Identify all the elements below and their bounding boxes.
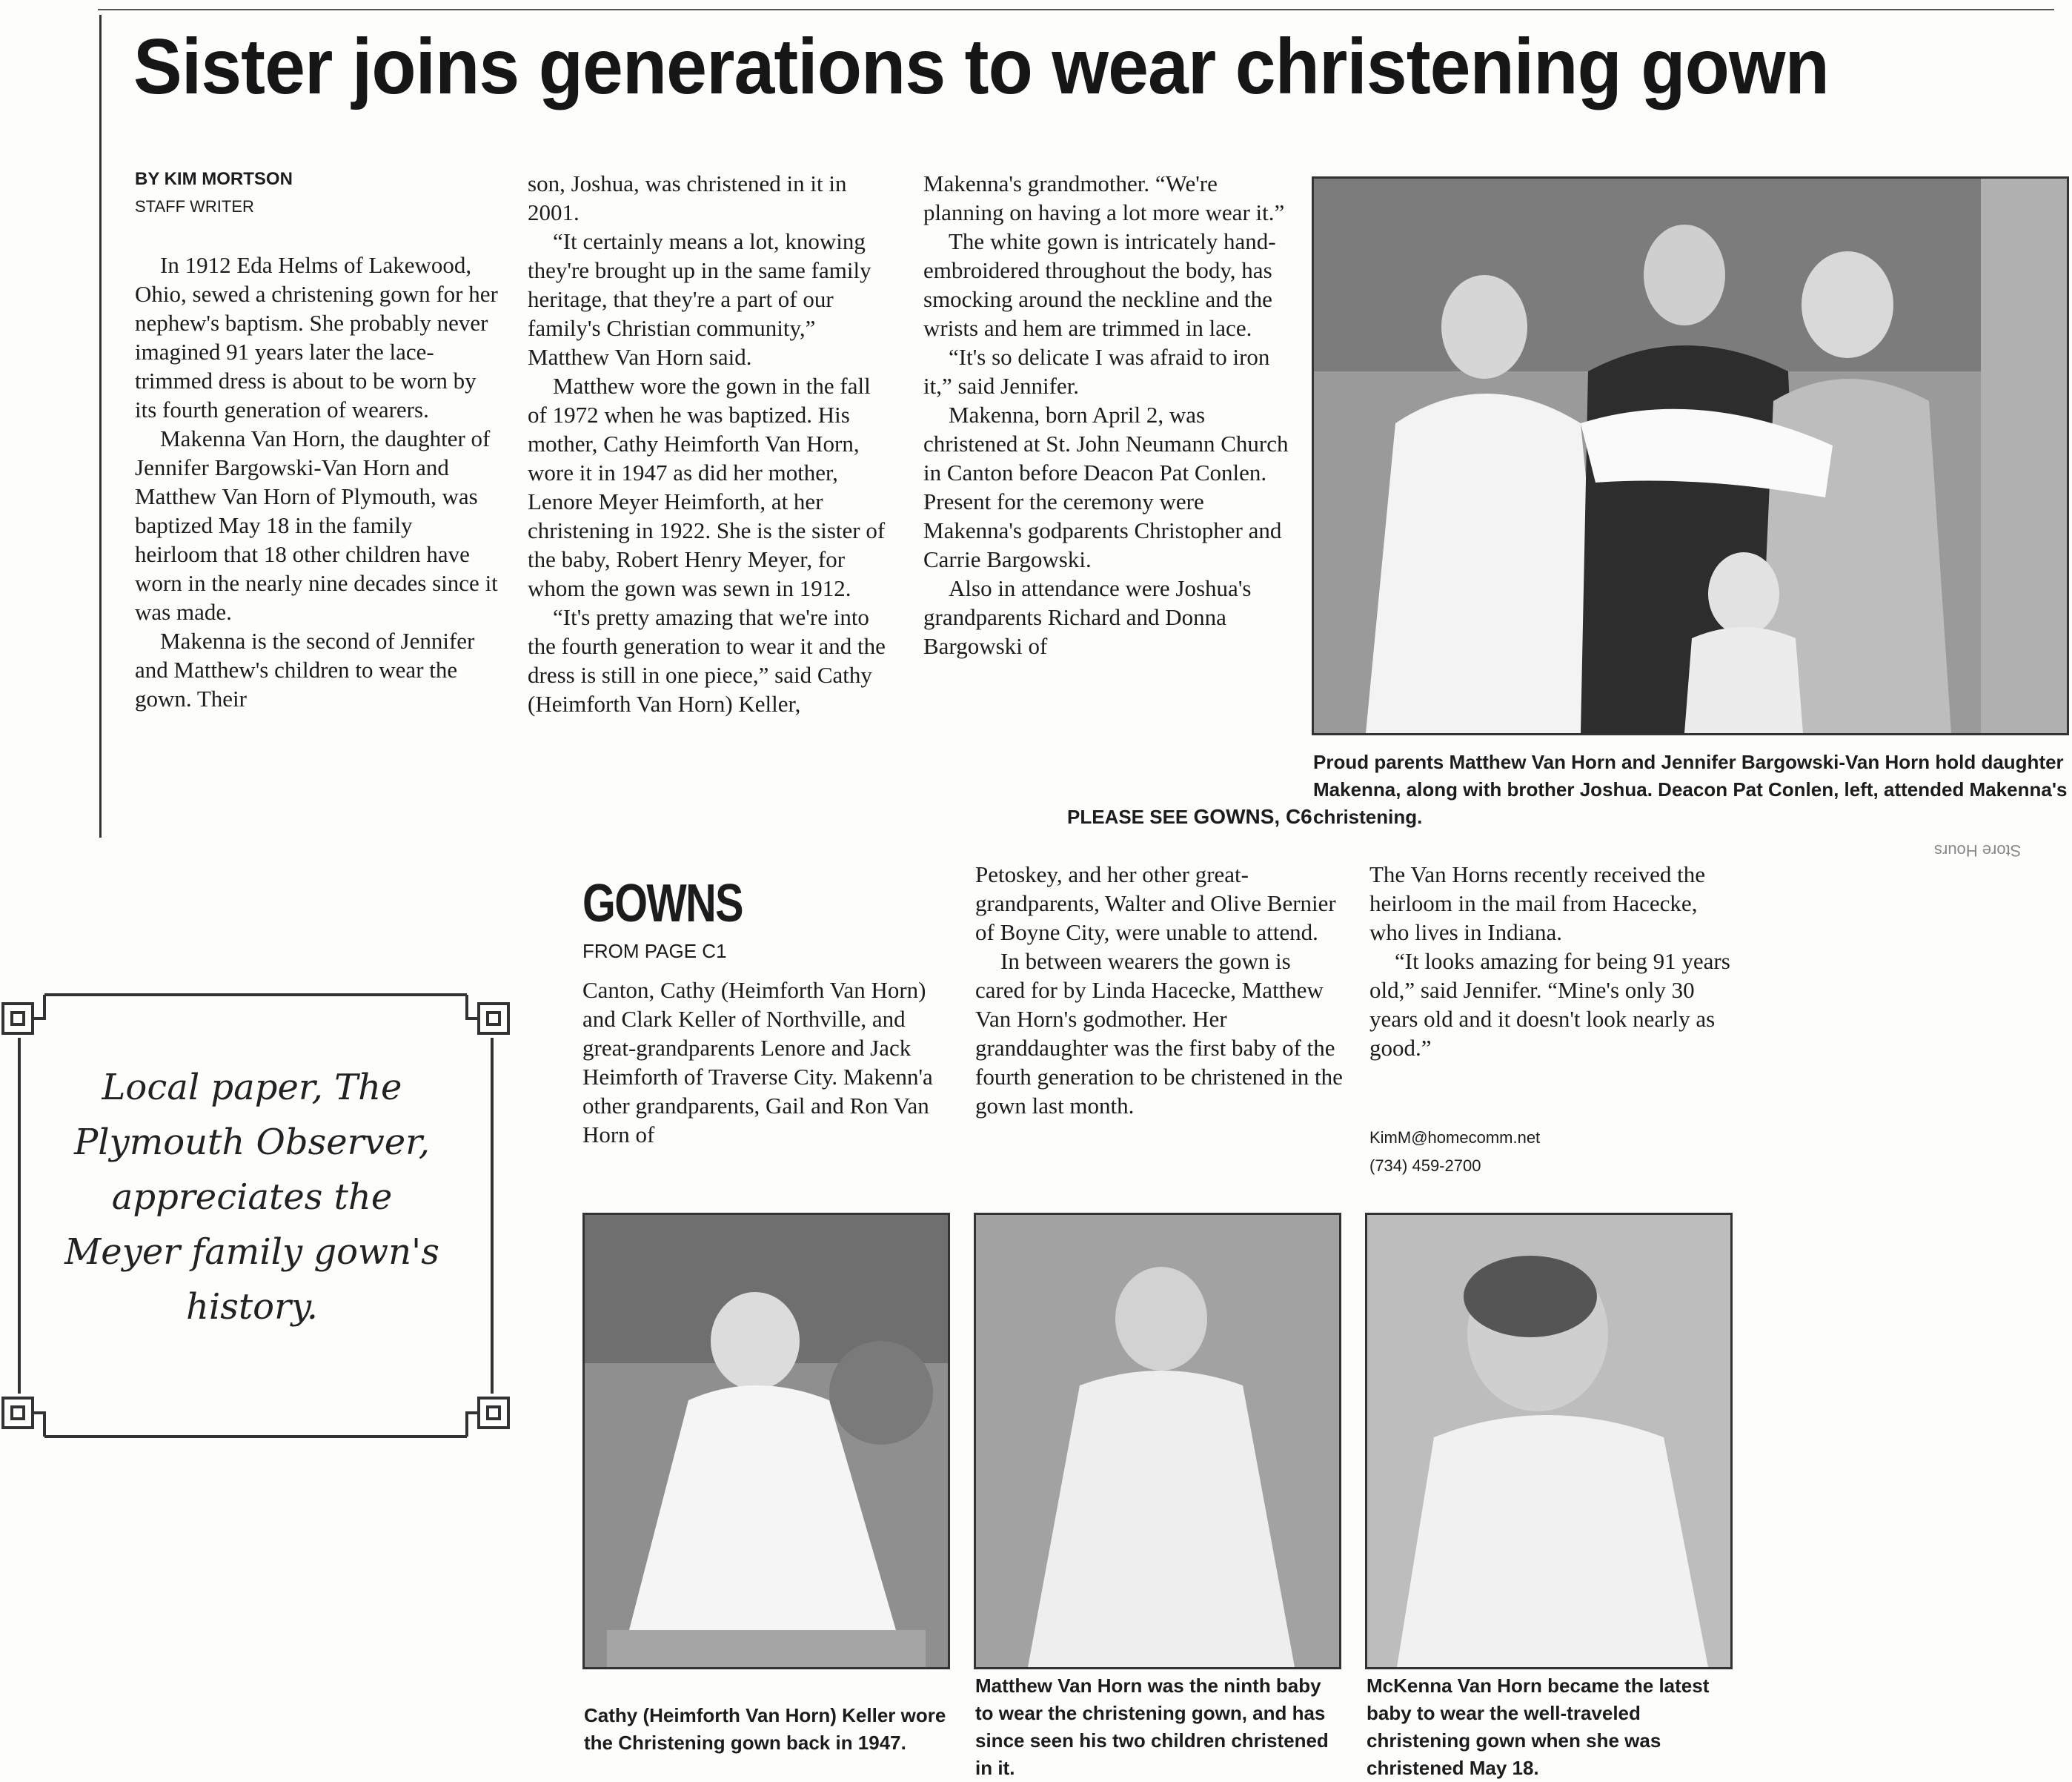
paragraph: Makenna Van Horn, the daughter of Jennifer Bargowski-Van Horn and Matthew Van Horn of Plymouth, was baptized May 18 in the family heirloom that 18 other children have worn in the nearly nine decades since it was made.: [135, 425, 498, 625]
staff-writer: STAFF WRITER: [135, 197, 254, 216]
jump-line: [1067, 805, 1312, 829]
note-line: Local paper, The: [102, 1067, 402, 1108]
paragraph: In 1912 Eda Helms of Lakewood, Ohio, sewed a christening gown for her nephew's baptism. She probably never imagined 91 years later the lace-trimmed dress is about to be worn by its fourth generation of wearers.: [135, 252, 498, 423]
author-contact: [1369, 1124, 1540, 1180]
jump-target: GOWNS, C6: [1193, 805, 1312, 828]
paragraph: Makenna's grandmother. “We're planning on having a lot more wear it.”: [923, 170, 1285, 225]
note-line: appreciates the: [111, 1176, 393, 1218]
continuation-column-2: [975, 860, 1346, 1120]
baby-photo-caption-2: Matthew Van Horn was the ninth baby to wear the christening gown, and has since seen his two children christened in it.: [975, 1675, 1329, 1779]
article-column-1: [135, 251, 498, 713]
paragraph: son, Joshua, was christened in it in 2001.: [528, 170, 847, 225]
baby-photo-2003: [1365, 1213, 1733, 1669]
article-column-2: [528, 169, 891, 718]
paragraph: “It's pretty amazing that we're into the fourth generation to wear it and the dress is still in one piece,” said Cathy (Heimforth Van Horn) Keller,: [528, 604, 886, 717]
paragraph: “It looks amazing for being 91 years old,” said Jennifer. “Mine's only 30 years old and it doesn't look nearly as good.”: [1369, 948, 1730, 1061]
byline: BY KIM MORTSON: [135, 169, 293, 189]
note-line: history.: [185, 1286, 319, 1328]
paragraph: Matthew wore the gown in the fall of 1972 when he was baptized. His mother, Cathy Heimforth Van Horn, wore it in 1947 as did her mother, Lenore Meyer Heimforth, at her christening in 1922. She is the sister of the baby, Robert Henry Meyer, for whom the gown was sewn in 1912.: [528, 373, 886, 601]
author-email: KimM@homecomm.net: [1369, 1128, 1541, 1147]
paragraph: Also in attendance were Joshua's grandparents Richard and Donna Bargowski of: [923, 575, 1252, 659]
jump-heading: GOWNS: [582, 874, 743, 933]
column-rule: [99, 15, 102, 838]
paragraph: Canton, Cathy (Heimforth Van Horn) and Clark Keller of Northville, and great-grandparents Lenore and Jack Heimforth of Traverse City. Makenn'a other grandparents, Gail and Ron Van Horn of: [582, 977, 933, 1147]
paragraph: Makenna is the second of Jennifer and Matthew's children to wear the gown. Their: [135, 628, 475, 712]
baby-photo-1947: [582, 1213, 950, 1669]
baby-photo-caption-1: Cathy (Heimforth Van Horn) Keller wore the Christening gown back in 1947.: [584, 1704, 946, 1754]
paragraph: The Van Horns recently received the heirloom in the mail from Hacecke, who lives in Indiana.: [1369, 861, 1706, 945]
baby-photo-caption-3: McKenna Van Horn became the latest baby to wear the well-traveled christening gown when she was christened May 18.: [1367, 1675, 1710, 1779]
store-hours-bleed: Store Hours: [1934, 841, 2022, 860]
baby-photo-1972: [974, 1213, 1341, 1669]
headline: Sister joins generations to wear christening gown: [133, 23, 1829, 110]
family-photo-caption: Proud parents Matthew Van Horn and Jennifer Bargowski-Van Horn hold daughter Makenna, along with brother Joshua. Deacon Pat Conlen, left, attended Makenna's christening.: [1313, 751, 2068, 828]
continuation-column-1: [582, 976, 953, 1149]
top-rule: [98, 9, 2054, 10]
paragraph: The white gown is intricately hand-embroidered throughout the body, has smocking around the neckline and the wrists and hem are trimmed in lace.: [923, 228, 1276, 341]
note-line: Meyer family gown's: [64, 1231, 439, 1273]
paragraph: “It's so delicate I was afraid to iron it,” said Jennifer.: [923, 344, 1270, 399]
please-see: PLEASE SEE: [1067, 806, 1189, 828]
article-column-3: [923, 169, 1294, 660]
paragraph: Makenna, born April 2, was christened at St. John Neumann Church in Canton before Deacon Pat Conlen. Present for the ceremony were Makenna's godparents Christopher and Carrie Bargowski.: [923, 402, 1289, 572]
paragraph: In between wearers the gown is cared for by Linda Hacecke, Matthew Van Horn's godmother. Her granddaughter was the first baby of the fourth generation to be christened in the gown last month.: [975, 948, 1343, 1119]
family-photo: [1312, 176, 2069, 735]
paragraph: Petoskey, and her other great-grandparents, Walter and Olive Bernier of Boyne City, were unable to attend.: [975, 861, 1336, 945]
paragraph: “It certainly means a lot, knowing they're brought up in the same family heritage, that they're a part of our family's Christian community,” Matthew Van Horn said.: [528, 228, 871, 370]
note-line: Plymouth Observer,: [73, 1122, 431, 1163]
from-page: FROM PAGE C1: [582, 940, 727, 962]
continuation-column-3: [1369, 860, 1740, 1062]
author-phone: (734) 459-2700: [1369, 1156, 1481, 1175]
note-text: [30, 1060, 474, 1334]
